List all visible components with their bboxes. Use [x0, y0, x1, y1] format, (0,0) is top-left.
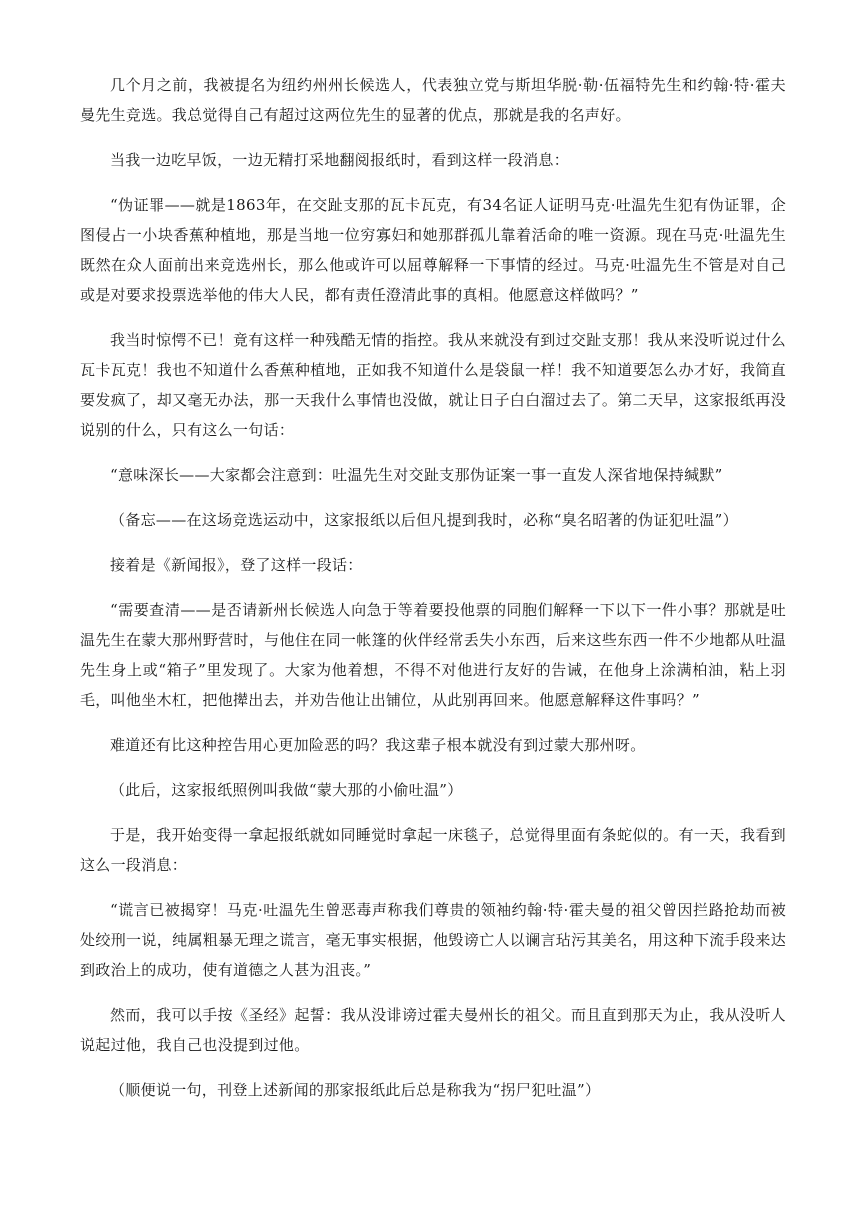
paragraph-lie-exposed: “谎言已被揭穿！马克·吐温先生曾恶毒声称我们尊贵的领袖约翰·特·霍夫曼的祖父曾因拦路抢劫而被处绞刑一说，纯属粗暴无理之谎言，毫无事实根据，他毁谤亡人以谰言玷污其美名，用这种下流手段来达到政治上的成功，使有道德之人甚为沮丧。”	[80, 901, 786, 979]
paragraph-memo-perjurer: （备忘——在这场竞选运动中，这家报纸以后但凡提到我时，必称“臭名昭著的伪证犯吐温”）	[110, 511, 738, 529]
paragraph-perjury-report: “伪证罪——就是1863年，在交趾支那的瓦卡瓦克，有34名证人证明马克·吐温先生犯有伪证罪，企图侵占一小块香蕉种植地，那是当地一位穷寡妇和她那群孤儿靠着活命的唯一资源。现在马克·吐温先生既然在众人面前出来竞选州长，那么他或许可以屈尊解释一下事情的经过。马克·吐温先生不管是对自己或是对要求投票选举他的伟大人民，都有责任澄清此事的真相。他愿意这样做吗？”	[80, 196, 786, 304]
paragraph-astonishment: 我当时惊愕不已！竟有这样一种残酷无情的指控。我从来就没有到过交趾支那！我从来没听说过什么瓦卡瓦克！我也不知道什么香蕉种植地，正如我不知道什么是袋鼠一样！我不知道要怎么办才好，我简直要发疯了，却又毫无办法，那一天我什么事情也没做，就让日子白白溜过去了。第二天早，这家报纸再没说别的什么，只有这么一句话：	[80, 331, 786, 439]
paragraph-sinister-charge: 难道还有比这种控告用心更加险恶的吗？我这辈子根本就没有到过蒙大那州呀。	[110, 736, 646, 754]
paragraph-bible-oath: 然而，我可以手按《圣经》起誓：我从没诽谤过霍夫曼州长的祖父。而且直到那天为止，我从没听人说起过他，我自己也没提到过他。	[80, 1006, 786, 1054]
document-body	[80, 70, 786, 1120]
paragraph-nomination: 几个月之前，我被提名为纽约州州长候选人，代表独立党与斯坦华脱·勒·伍福特先生和约翰·特·霍夫曼先生竞选。我总觉得自己有超过这两位先生的显著的优点，那就是我的名声好。	[80, 76, 786, 124]
paragraph-significant-silence: “意味深长——大家都会注意到：吐温先生对交趾支那伪证案一事一直发人深省地保持缄默”	[110, 466, 723, 484]
paragraph-breakfast: 当我一边吃早饭，一边无精打采地翻阅报纸时，看到这样一段消息：	[110, 151, 570, 169]
paragraph-snake-blanket: 于是，我开始变得一拿起报纸就如同睡觉时拿起一床毯子，总觉得里面有条蛇似的。有一天，我看到这么一段消息：	[80, 826, 786, 874]
paragraph-montana-report: “需要查清——是否请新州长候选人向急于等着要投他票的同胞们解释一下以下一件小事？那就是吐温先生在蒙大那州野营时，与他住在同一帐篷的伙伴经常丢失小东西，后来这些东西一件不少地都从吐温先生身上或“箱子”里发现了。大家为他着想，不得不对他进行友好的告诫，在他身上涂满柏油，粘上羽毛，叫他坐木杠，把他撵出去，并劝告他让出铺位，从此别再回来。他愿意解释这件事吗？”	[80, 601, 786, 709]
paragraph-memo-body-snatcher: （顺便说一句，刊登上述新闻的那家报纸此后总是称我为“拐尸犯吐温”）	[110, 1081, 601, 1099]
paragraph-news-intro: 接着是《新闻报》，登了这样一段话：	[110, 556, 363, 574]
paragraph-memo-thief: （此后，这家报纸照例叫我做“蒙大那的小偷吐温”）	[110, 781, 463, 799]
